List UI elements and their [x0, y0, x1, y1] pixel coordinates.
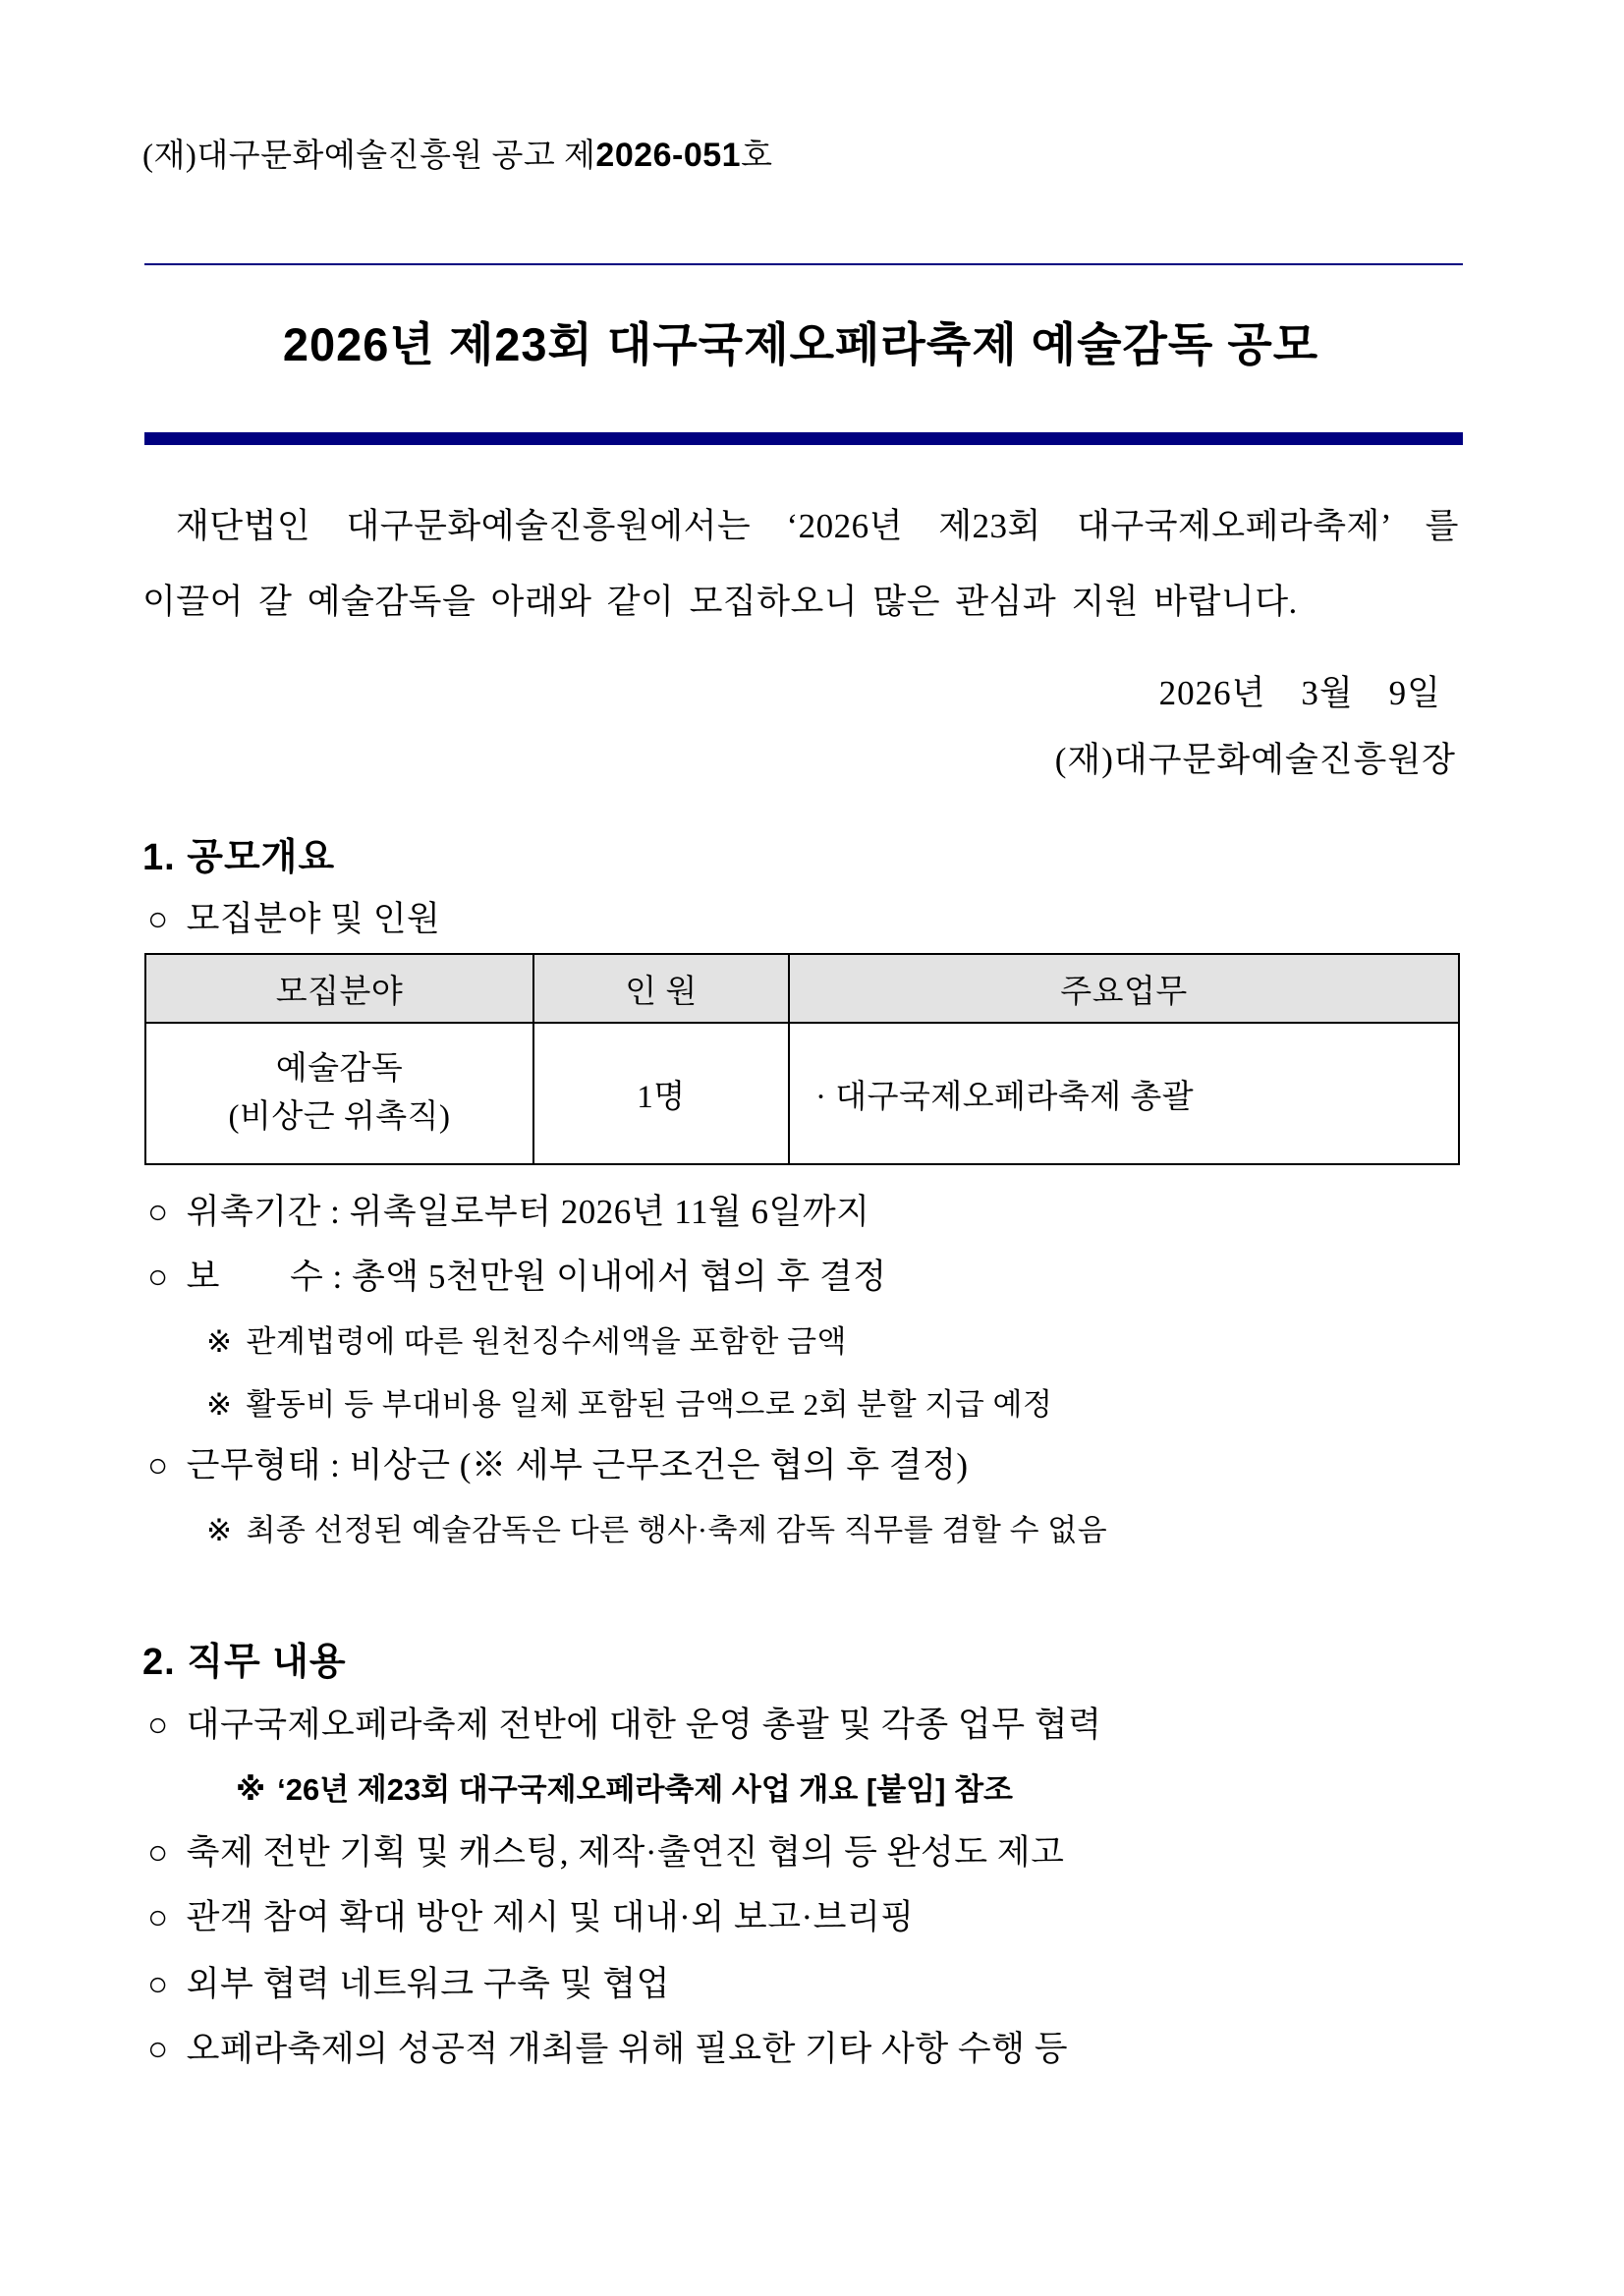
col-header-field: 모집분야: [145, 954, 533, 1023]
cell-duty: · 대구국제오페라축제 총괄: [789, 1023, 1459, 1164]
doc-number-suffix: 호: [741, 139, 773, 174]
note-text: ‘26년 제23회 대구국제오페라축제 사업 개요 [붙임] 참조: [277, 1772, 1013, 1807]
list-item-external-network: [147, 1957, 670, 2006]
reference-mark-icon: ※: [206, 1324, 233, 1359]
circle-bullet-marker: ○: [147, 2030, 169, 2068]
list-item-other-tasks: [147, 2022, 1068, 2071]
col-header-duties: 주요업무: [789, 954, 1459, 1023]
table-row: [145, 1023, 1459, 1164]
cell-field-line1: 예술감독: [275, 1050, 404, 1087]
cell-headcount: 1명: [533, 1023, 789, 1164]
list-item-term: [147, 1185, 869, 1234]
recruit-table: [144, 953, 1460, 1165]
doc-number-value: 2026-051: [595, 137, 742, 174]
announcement-date: 2026년 3월 9일: [1158, 674, 1441, 712]
header-divider-line: [144, 263, 1463, 265]
reference-mark-icon: ※: [206, 1387, 233, 1422]
intro-paragraph-line1: 재단법인 대구문화예술진흥원에서는 ‘2026년 제23회 대구국제오페라축제’ 를: [176, 507, 1459, 545]
list-item-text: 관객 참여 확대 방안 제시 및 대내·외 보고·브리핑: [186, 1898, 915, 1936]
title-underline-bar: [144, 432, 1463, 445]
signature-org-head: (재)대구문화예술진흥원장: [1054, 741, 1456, 779]
list-item-text: 오페라축제의 성공적 개최를 위해 필요한 기타 사항 수행 등: [186, 2030, 1069, 2068]
list-item-text: 근무형태 : 비상근 (※ 세부 근무조건은 협의 후 결정): [186, 1446, 969, 1484]
list-item-text: 보 수 : 총액 5천만원 이내에서 협의 후 결정: [186, 1258, 887, 1296]
list-item-text: 대구국제오페라축제 전반에 대한 운영 총괄 및 각종 업무 협력: [186, 1706, 1102, 1744]
list-item-overall-management: [147, 1698, 1101, 1747]
circle-bullet-marker: ○: [147, 1833, 169, 1872]
doc-number-prefix: (재)대구문화예술진흥원 공고 제: [142, 139, 596, 174]
reference-mark-icon: ※: [206, 1513, 233, 1547]
circle-bullet-marker: ○: [147, 1965, 169, 2003]
page-title: 2026년 제23회 대구국제오페라축제 예술감독 공모: [282, 318, 1319, 370]
circle-bullet-marker: ○: [147, 1706, 169, 1744]
circle-bullet-marker: ○: [147, 1898, 169, 1936]
list-item-pay: [147, 1250, 887, 1299]
note-expenses-included: [206, 1379, 1052, 1424]
note-attachment-reference: [236, 1764, 1013, 1809]
cell-field-line2: (비상근 위촉직): [228, 1099, 451, 1135]
cell-field: [145, 1023, 533, 1164]
circle-bullet-marker: ○: [147, 1258, 169, 1296]
intro-paragraph-line2: 이끌어 갈 예술감독을 아래와 같이 모집하오니 많은 관심과 지원 바랍니다.: [142, 583, 1298, 621]
list-item-recruit-field: [147, 892, 440, 941]
table-header-row: [145, 954, 1459, 1023]
doc-number: [142, 130, 772, 176]
reference-mark-icon: ※: [236, 1772, 266, 1807]
list-item-text: 모집분야 및 인원: [186, 900, 441, 938]
circle-bullet-marker: ○: [147, 1446, 169, 1484]
circle-bullet-marker: ○: [147, 1193, 169, 1231]
list-item-text: 외부 협력 네트워크 구축 및 협업: [186, 1965, 670, 2003]
section1-heading: 1. 공모개요: [142, 837, 336, 878]
note-text: 활동비 등 부대비용 일체 포함된 금액으로 2회 분할 지급 예정: [246, 1387, 1053, 1422]
list-item-planning-casting: [147, 1825, 1064, 1875]
list-item-work-type: [147, 1438, 969, 1487]
note-withholding-tax: [206, 1316, 847, 1361]
circle-bullet-marker: ○: [147, 900, 169, 938]
note-text: 관계법령에 따른 원천징수세액을 포함한 금액: [246, 1324, 847, 1359]
list-item-audience-briefing: [147, 1890, 915, 1939]
note-text: 최종 선정된 예술감독은 다른 행사·축제 감독 직무를 겸할 수 없음: [246, 1513, 1108, 1547]
col-header-headcount: 인 원: [533, 954, 789, 1023]
list-item-text: 위촉기간 : 위촉일로부터 2026년 11월 6일까지: [186, 1193, 870, 1231]
note-no-concurrent-roles: [206, 1505, 1107, 1549]
list-item-text: 축제 전반 기획 및 캐스팅, 제작·출연진 협의 등 완성도 제고: [186, 1833, 1065, 1872]
section2-heading: 2. 직무 내용: [142, 1642, 347, 1683]
